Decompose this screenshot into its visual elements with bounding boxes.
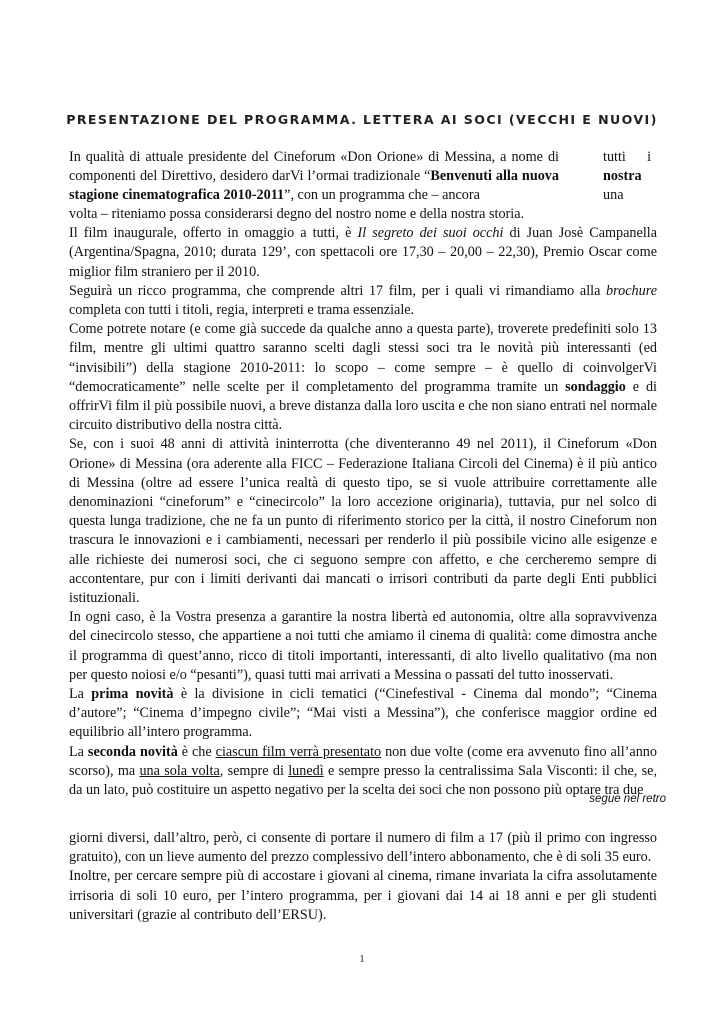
paragraph-4-text-a: Come potrete notare (e come già succede da qualche anno a questa parte), troverete predefiniti solo 13 film, mentre gli ultimi quattro saranno scelti dagli stessi soci tra le novità più interessanti (ed “invisibili”) della stagione 2010-2011: lo scopo – come sempre – è quello di coinvolgerVi “democraticamente” nelle scelte per il completamento del programma tramite un: [69, 321, 657, 395]
paragraph-3-text-a: Seguirà un ricco programma, che comprende altri 17 film, per i quali vi rimandiamo alla: [69, 282, 607, 299]
paragraph-8: [69, 743, 657, 801]
paragraph-2-text-a: Il film inaugurale, offerto in omaggio a tutti, è: [69, 225, 358, 242]
paragraph-7-text-a: La: [69, 686, 92, 703]
document-title: PRESENTAZIONE DEL PROGRAMMA. LETTERA AI SOCI (VECCHI E NUOVI): [66, 112, 658, 127]
underlined-presentato: ciascun film verrà presentato: [215, 743, 382, 760]
intro-bold-greeting: Benvenuti alla nuova stagione cinematografica 2010-2011: [69, 168, 559, 204]
paragraph-8-text-a: La: [69, 743, 88, 760]
paragraph-2: [69, 224, 657, 282]
seconda-novita: seconda novità: [87, 743, 178, 760]
side-word-3: una: [603, 187, 624, 204]
underlined-una-sola-volta: una sola volta: [139, 762, 220, 779]
continuation-paragraph-2: Inoltre, per cercare sempre più di accostare i giovani al cinema, rimane invariata la cifra assolutamente irrisoria di soli 10 euro, per l’intero programma, per i giovani dai 14 ai 18 anni e per gli studenti universitari (grazie al contributo dell’ERSU).: [69, 868, 657, 923]
paragraph-8-text-g: , sempre di: [219, 762, 289, 779]
paragraph-7: [69, 685, 657, 743]
paragraph-6: In ogni caso, è la Vostra presenza a garantire la nostra libertà ed autonomia, oltre alla sopravvivenza del cinecircolo stesso, che appartiene a noi tutti che amiamo il cinema di qualità: come dimostra anche il programma di quest’anno, ricco di titoli importanti, interessanti, di alto livello qualitativo (ma non per questo noiosi e/o “pesanti”), quasi tutti mai arrivati a Messina o passati del tutto inosservati.: [69, 609, 657, 683]
paragraph-1: volta – riteniamo possa considerarsi degno del nostro nome e della nostra storia.: [69, 206, 525, 222]
paragraph-8-text-i: e sempre presso la centralissima Sala Visconti: il che, se, da un lato, può costituire un aspetto negativo per la scelta dei soci che non possono più optare tra due: [69, 762, 657, 799]
paragraph-7-text-c: è la divisione in cicli tematici (“Cinefestival - Cinema dal mondo”; “Cinema d’autore”; “Cinema d’impegno civile”; “Mai visti a Messina”), che conferisce maggior ordine ed equilibrio all’intero programma.: [69, 686, 657, 741]
underlined-lunedi: lunedì: [288, 762, 324, 779]
paragraph-8-text-c: è che: [177, 743, 216, 760]
paragraph-2-text-b: di Juan Josè Campanella (Argentina/Spagna, 2010; durata 129’, con spettacoli ore 17,30 – 20,00 – 22,30), Premio Oscar come miglior film straniero per il 2010.: [69, 225, 657, 280]
brochure-word: brochure: [606, 282, 657, 299]
paragraph-4: [69, 320, 657, 435]
intro-side-column: [603, 148, 659, 206]
paragraph-3: [69, 282, 657, 320]
paragraph-5: Se, con i suoi 48 anni di attività ininterrotta (che diventeranno 49 nel 2011), il Cineforum «Don Orione» di Messina (ora aderente alla FICC – Federazione Italiana Circoli del Cinema) è il più antico di Messina (oltre ad essere l’unica realtà di questo tipo, se si vuole attribuire correttamente alle denominazioni “cineforum” e “cinecircolo” la loro accezione originaria), tuttavia, pur nel solco di questa lunga tradizione, che ne fa un punto di riferimento storico per la città, il nostro Cineforum non trascura le innovazioni e i cambiamenti, necessari per renderlo il più possibile vicino alle esigenze e alle richieste dei numerosi soci, che ci seguono sempre con affetto, e che cercheremo sempre di accontentare, pur con i limiti derivanti dai mancati o irrisori contributi da parte degli Enti pubblici istituzionali.: [69, 436, 657, 607]
side-word-1: tutti i: [603, 149, 652, 165]
continuation-body: [69, 829, 657, 925]
intro-text-2: ”, con un programma che – ancora: [284, 187, 480, 204]
film-title-inaugural: Il segreto dei suoi occhi: [357, 225, 504, 242]
sondaggio-word: sondaggio: [565, 378, 626, 395]
prima-novita: prima novità: [91, 686, 174, 703]
paragraph-4-text-c: e di offrirVi film il più possibile nuovi, a breve distanza dalla loro uscita e che non siano entrati nel normale circuito distributivo della nostra città.: [69, 378, 657, 434]
side-word-2: nostra: [603, 168, 642, 185]
paragraph-8-text-e: non due volte (come era avvenuto fino all’anno scorso), ma: [69, 743, 657, 779]
paragraph-3-text-b: completa con tutti i titoli, regia, interpreti e trama essenziale.: [69, 302, 415, 319]
page-number: 1: [359, 954, 365, 965]
intro-paragraph: [69, 148, 559, 206]
intro-text-1: In qualità di attuale presidente del Cineforum «Don Orione» di Messina, a nome di componenti del Direttivo, desidero darVi l’ormai tradizionale “: [69, 149, 559, 185]
continuation-paragraph-1: giorni diversi, dall’altro, però, ci consente di portare il numero di film a 17 (più il primo con ingresso gratuito), con un lieve aumento del prezzo complessivo dell’intero abbonamento, che è di soli 35 euro.: [69, 830, 657, 866]
continued-on-back-note: segue nel retro: [589, 793, 666, 805]
main-body: [69, 205, 657, 800]
